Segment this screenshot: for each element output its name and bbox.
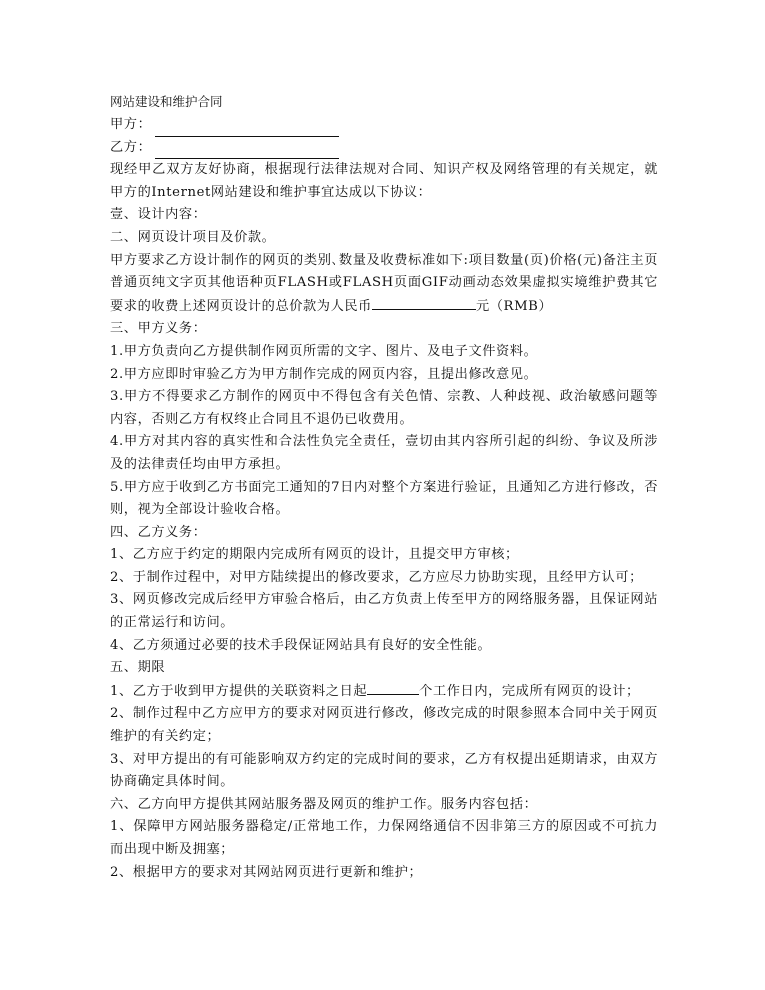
section-4-item: 3、网页修改完成后经甲方审验合格后，由乙方负责上传至甲方的网络服务器，且保证网站的正常运行和访问。 xyxy=(110,592,658,631)
section-2-body-text: 甲方要求乙方设计制作的网页的类别､数量及收费标准如下:项目数量(页)价格(元)备注主页普通页纯文字页其他语种页FLASH或FLASH页面GIF动画动态效果虚拟实境维护费其它要求的收费上述网页设计的总价款为人民币 xyxy=(110,252,658,314)
section-4-item: 1、乙方应于约定的期限内完成所有网页的设计，且提交甲方审核； xyxy=(110,547,519,563)
section-5-item: 2、制作过程中乙方应甲方的要求对网页进行修改，修改完成的时限参照本合同中关于网页维护的有关约定； xyxy=(110,706,658,745)
section-3-item: 5.甲方应于收到乙方书面完工通知的7日内对整个方案进行验证，且通知乙方进行修改，否则，视为全部设计验收合格。 xyxy=(110,479,658,518)
section-5-heading: 五、期限 xyxy=(110,660,166,676)
section-2-heading: 二、网页设计项目及价款。 xyxy=(110,229,276,245)
section-4-item: 2、于制作过程中，对甲方陆续提出的修改要求，乙方应尽力协助实现，且经甲方认可； xyxy=(110,569,643,585)
section-4-heading: 四、乙方义务： xyxy=(110,524,207,540)
working-days-blank xyxy=(367,680,419,695)
party-a-blank xyxy=(155,122,339,137)
section-2-body-currency: 元（RMB） xyxy=(475,298,553,314)
contract-body xyxy=(110,92,658,884)
section-5-item-1-text: 1、乙方于收到甲方提供的关联资料之日起 xyxy=(110,683,368,699)
section-3-item: 4.甲方对其内容的真实性和合法性负完全责任，壹切由其内容所引起的纠纷、争议及所涉及的法律责任均由甲方承担。 xyxy=(110,434,658,472)
document-title: 网站建设和维护合同 xyxy=(110,94,223,109)
party-b-line xyxy=(110,137,658,160)
party-b-blank xyxy=(155,144,339,159)
section-6-heading: 六、乙方向甲方提供其网站服务器及网页的维护工作。服务内容包括： xyxy=(110,796,538,812)
party-a-label: 甲方： xyxy=(110,117,152,132)
section-5-item-1-rest: 个工作日内，完成所有网页的设计； xyxy=(419,683,640,699)
section-3-item: 2.甲方应即时审验乙方为甲方制作完成的网页内容，且提出修改意见。 xyxy=(110,366,538,382)
section-4-item: 4、乙方须通过必要的技术手段保证网站具有良好的安全性能。 xyxy=(110,637,492,653)
section-6-item: 2、根据甲方的要求对其网站网页进行更新和维护； xyxy=(110,864,423,880)
section-2-body xyxy=(110,250,658,319)
party-b-label: 乙方： xyxy=(110,139,152,155)
intro-paragraph: 现经甲乙双方友好协商，根据现行法律法规对合同、知识产权及网络管理的有关规定，就甲方的Internet网站建设和维护事宜达成以下协议： xyxy=(110,162,658,200)
party-a-line xyxy=(110,114,658,137)
section-6-item: 1、保障甲方网站服务器稳定/正常地工作，力保网络通信不因非第三方的原因或不可抗力而出现中断及拥塞； xyxy=(110,819,658,857)
section-5-item xyxy=(110,680,658,704)
section-5-item: 3、对甲方提出的有可能影响双方约定的完成时间的要求，乙方有权提出延期请求，由双方协商确定具体时间。 xyxy=(110,751,658,790)
section-3-heading: 三、甲方义务： xyxy=(110,321,207,337)
section-1-heading: 壹、设计内容： xyxy=(110,207,207,223)
section-3-item: 3.甲方不得要求乙方制作的网页中不得包含有关色情、宗教、人种歧视、政治敏感问题等内容，否则乙方有权终止合同且不退仍已收费用。 xyxy=(110,389,658,427)
total-price-blank xyxy=(372,295,476,310)
section-3-item: 1.甲方负责向乙方提供制作网页所需的文字、图片、及电子文件资料。 xyxy=(110,343,538,359)
